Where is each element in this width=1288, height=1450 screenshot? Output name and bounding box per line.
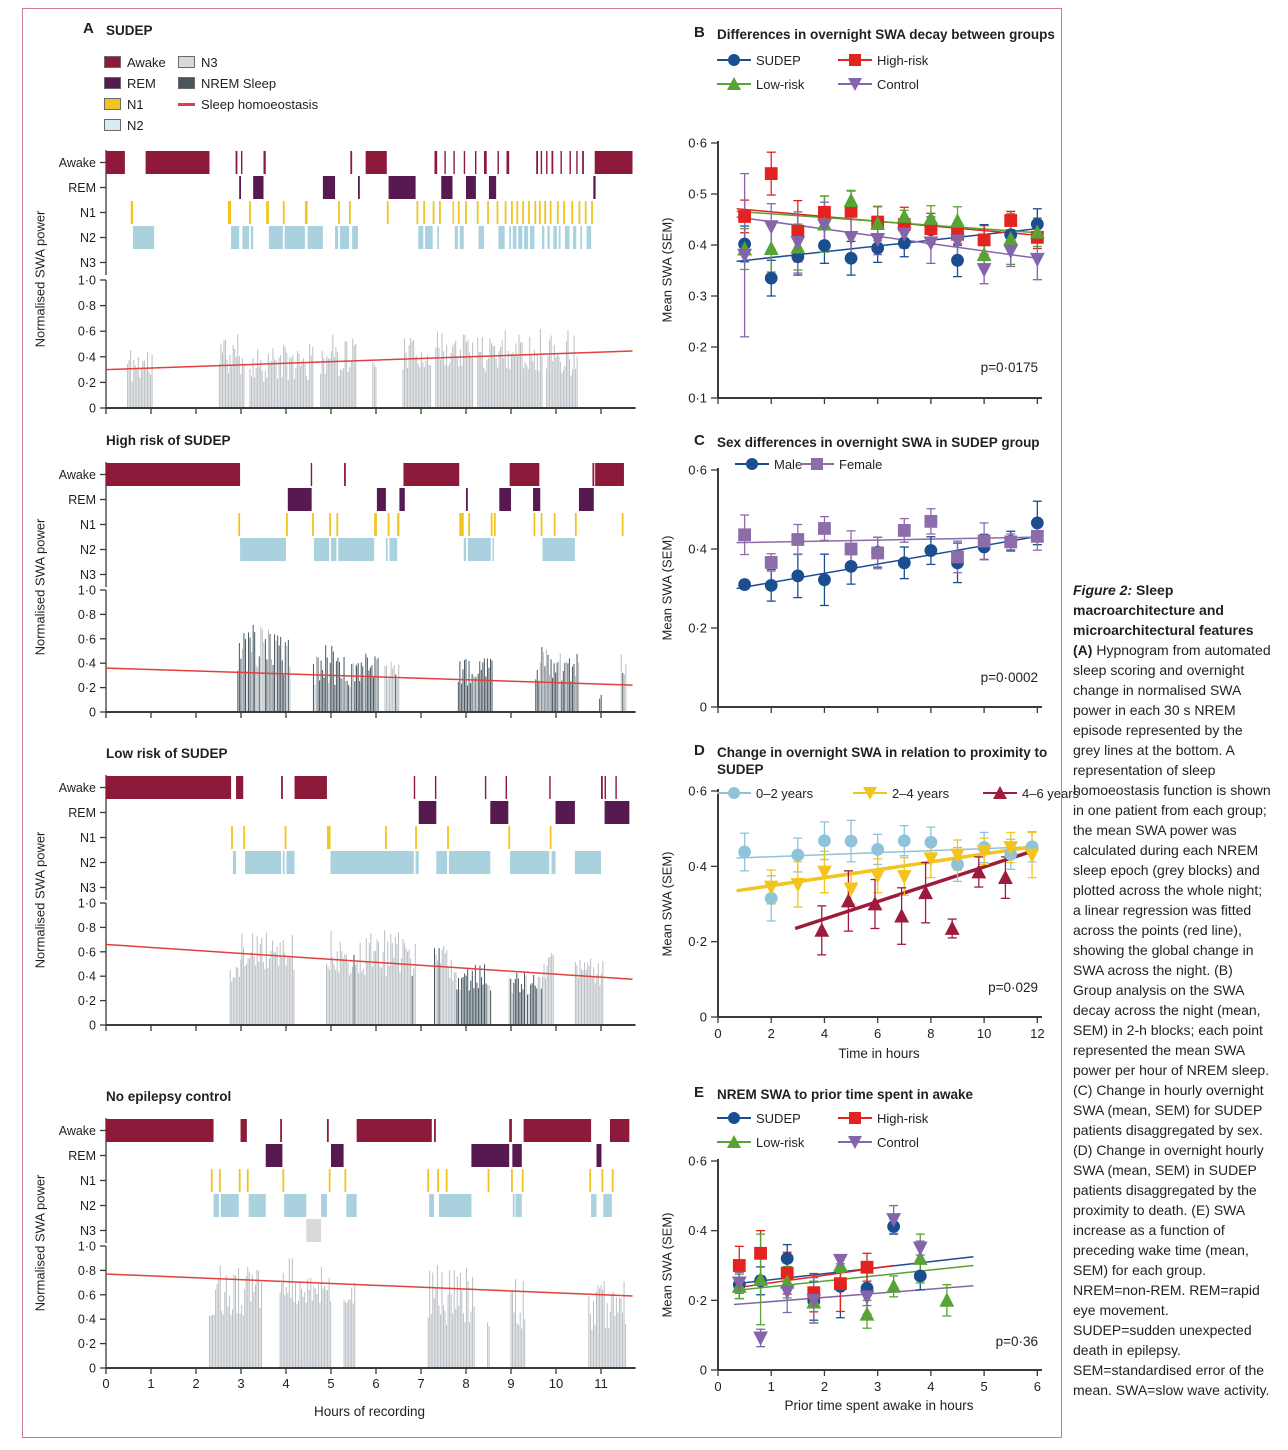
legend-label: N1 <box>127 96 144 112</box>
svg-text:N2: N2 <box>80 856 96 870</box>
svg-text:0·8: 0·8 <box>77 1263 96 1278</box>
panel-d-letter: D <box>694 742 705 759</box>
svg-text:1·0: 1·0 <box>77 273 96 288</box>
p-value-d: p=0·029 <box>988 980 1038 995</box>
svg-text:0·8: 0·8 <box>77 920 96 935</box>
n1-swatch-icon <box>104 98 121 110</box>
panel-c-title: Sex differences in overnight SWA in SUDEP group <box>717 435 1040 450</box>
svg-text:0·6: 0·6 <box>77 1288 96 1303</box>
svg-text:0: 0 <box>89 401 96 416</box>
caption-a-tag: (A) <box>1073 642 1093 658</box>
svg-text:0·2: 0·2 <box>77 1337 96 1352</box>
legend-item-control-e <box>838 1134 919 1150</box>
svg-text:0: 0 <box>89 1018 96 1033</box>
svg-text:0: 0 <box>89 1361 96 1376</box>
legend-item-highrisk-e <box>838 1110 928 1126</box>
svg-text:N1: N1 <box>80 1174 96 1188</box>
svg-text:0·4: 0·4 <box>688 541 707 557</box>
panel-e-title: NREM SWA to prior time spent in awake <box>717 1087 974 1102</box>
years02-marker-icon <box>717 785 751 801</box>
lowrisk-marker-icon <box>717 76 751 92</box>
panel-highrisk-title: High risk of SUDEP <box>106 433 231 448</box>
svg-text:0·2: 0·2 <box>688 934 707 950</box>
svg-text:1·0: 1·0 <box>77 1239 96 1254</box>
legend-item-male <box>735 456 802 472</box>
svg-text:0·5: 0·5 <box>688 186 707 202</box>
control-marker-icon <box>838 76 872 92</box>
xlabel-time-in-hours: Time in hours <box>838 1046 920 1061</box>
svg-text:N3: N3 <box>80 568 96 582</box>
p-value-e: p=0·36 <box>995 1334 1038 1349</box>
svg-text:0·6: 0·6 <box>688 135 707 151</box>
svg-text:0·2: 0·2 <box>688 1292 707 1308</box>
legend-label: 0–2 years <box>756 785 814 801</box>
svg-text:10: 10 <box>548 1376 564 1391</box>
svg-text:3: 3 <box>237 1376 245 1391</box>
svg-text:0: 0 <box>699 1009 707 1025</box>
ylabel-mean-swa-c: Mean SWA (SEM) <box>659 535 675 641</box>
xlabel-hours-of-recording: Hours of recording <box>313 1404 426 1419</box>
svg-text:0·4: 0·4 <box>688 237 707 253</box>
svg-text:5: 5 <box>327 1376 335 1391</box>
homoeostasis-line-icon <box>178 103 195 106</box>
ylabel-mean-swa-e: Mean SWA (SEM) <box>659 1212 675 1318</box>
svg-text:6: 6 <box>1033 1379 1041 1394</box>
female-marker-icon <box>800 456 834 472</box>
highrisk-marker-icon <box>838 52 872 68</box>
svg-text:0·2: 0·2 <box>77 681 96 696</box>
svg-text:0: 0 <box>714 1026 722 1041</box>
svg-text:1: 1 <box>767 1379 775 1394</box>
svg-text:9: 9 <box>507 1376 515 1391</box>
legend-item-sudep-e <box>717 1110 801 1126</box>
svg-text:0·2: 0·2 <box>77 375 96 390</box>
svg-text:0·4: 0·4 <box>688 858 707 874</box>
ylabel-swa-power-3: Normalised SWA power <box>32 831 48 969</box>
svg-text:REM: REM <box>68 181 96 195</box>
svg-text:8: 8 <box>927 1026 935 1041</box>
legend-item-n1 <box>104 96 144 112</box>
svg-text:REM: REM <box>68 806 96 820</box>
svg-text:0·6: 0·6 <box>688 1153 707 1169</box>
svg-text:0·8: 0·8 <box>77 299 96 314</box>
sudep-marker-icon <box>717 1110 751 1126</box>
svg-text:0: 0 <box>102 1376 110 1391</box>
legend-label: Sleep homoeostasis <box>201 96 319 112</box>
svg-text:0·6: 0·6 <box>77 945 96 960</box>
legend-label: High-risk <box>877 1110 929 1126</box>
svg-text:0: 0 <box>714 1379 722 1394</box>
svg-text:0·6: 0·6 <box>688 783 707 799</box>
legend-label: Low-risk <box>756 1134 805 1150</box>
svg-text:10: 10 <box>976 1026 992 1041</box>
panel-lowrisk-title: Low risk of SUDEP <box>106 746 228 761</box>
svg-text:N2: N2 <box>80 231 96 245</box>
legend-item-homoeostasis <box>178 96 318 112</box>
svg-text:Awake: Awake <box>58 468 96 482</box>
legend-label: REM <box>127 75 156 91</box>
svg-text:REM: REM <box>68 1149 96 1163</box>
svg-text:0: 0 <box>699 1362 707 1378</box>
svg-text:0·2: 0·2 <box>77 994 96 1009</box>
svg-text:12: 12 <box>1030 1026 1045 1041</box>
legend-label: Awake <box>127 54 166 70</box>
svg-text:6: 6 <box>874 1026 882 1041</box>
legend-label: SUDEP <box>756 1110 801 1126</box>
ylabel-swa-power-2: Normalised SWA power <box>32 518 48 656</box>
panel-b-title: Differences in overnight SWA decay between groups <box>717 27 1055 42</box>
svg-text:REM: REM <box>68 493 96 507</box>
years24-marker-icon <box>853 785 887 801</box>
p-value-c: p=0·0002 <box>980 670 1038 685</box>
nrem-swatch-icon <box>178 77 195 89</box>
svg-text:0·4: 0·4 <box>77 969 96 984</box>
legend-item-rem <box>104 75 156 91</box>
sudep-marker-icon <box>717 52 751 68</box>
svg-text:8: 8 <box>462 1376 470 1391</box>
svg-text:0·4: 0·4 <box>77 350 96 365</box>
panel-a-title: SUDEP <box>106 23 153 38</box>
svg-text:4: 4 <box>282 1376 290 1391</box>
svg-text:N3: N3 <box>80 256 96 270</box>
legend-item-awake <box>104 54 166 70</box>
legend-label: Female <box>839 456 883 472</box>
svg-text:11: 11 <box>594 1376 608 1391</box>
legend-label: Control <box>877 76 919 92</box>
n3-swatch-icon <box>178 56 195 68</box>
svg-text:N1: N1 <box>80 518 96 532</box>
legend-item-n2 <box>104 117 144 133</box>
panel-a-letter: A <box>83 20 94 37</box>
legend-label: 2–4 years <box>892 785 950 801</box>
caption-body-text: Hypnogram from automated sleep scoring and overnight change in normalised SWA power in each 30 s NREM episode represented by the grey lines at the bottom. A representation of sleep homoeostasis function is shown in one patient from each group; the mean SWA power was calculated during each NREM sleep epoch (grey blocks) and plotted across the whole night; a linear regression was fitted across the points (red line), showing the global change in SWA across the night. (B) Group analysis on the SWA decay across the night (mean, SEM) in 2-h blocks; each point represented the mean SWA power per hour of NREM sleep. (C) Change in hourly overnight SWA (mean, SEM) for SUDEP patients disaggregated by sex. (D) Change in overnight hourly SWA (mean, SEM) in SUDEP patients disaggregated by the proximity to death. (E) SWA increase as a function of preceding wake time (mean, SEM) for each group. NREM=non-REM. REM=rapid eye movement. SUDEP=sudden unexpected death in epilepsy. SEM=standardised error of the mean. SWA=slow wave activity. <box>1073 642 1271 1398</box>
svg-text:2: 2 <box>192 1376 200 1391</box>
male-marker-icon <box>735 456 769 472</box>
svg-text:2: 2 <box>820 1379 829 1394</box>
svg-text:Awake: Awake <box>58 1124 96 1138</box>
svg-text:3: 3 <box>874 1379 882 1394</box>
svg-text:0·6: 0·6 <box>77 632 96 647</box>
svg-text:6: 6 <box>372 1376 380 1391</box>
legend-label: NREM Sleep <box>201 75 277 91</box>
lowrisk-marker-icon <box>717 1134 751 1150</box>
p-value-b: p=0·0175 <box>980 360 1038 375</box>
svg-text:1: 1 <box>147 1376 155 1391</box>
legend-item-female <box>800 456 882 472</box>
svg-text:0: 0 <box>89 705 96 720</box>
panel-e-letter: E <box>694 1084 705 1101</box>
svg-text:0·2: 0·2 <box>688 339 707 355</box>
svg-text:0·4: 0·4 <box>77 1312 96 1327</box>
svg-text:Awake: Awake <box>58 156 96 170</box>
caption-heading <box>1073 580 1272 640</box>
svg-text:0·2: 0·2 <box>688 620 707 636</box>
years46-marker-icon <box>983 785 1017 801</box>
legend-label: Control <box>877 1134 919 1150</box>
legend-item-lowrisk-b <box>717 76 804 92</box>
panel-b-letter: B <box>694 24 705 41</box>
svg-text:Awake: Awake <box>58 781 96 795</box>
svg-text:0·4: 0·4 <box>688 1223 707 1239</box>
svg-text:N3: N3 <box>80 881 96 895</box>
rem-swatch-icon <box>104 77 121 89</box>
legend-label: SUDEP <box>756 52 801 68</box>
legend-item-control-b <box>838 76 919 92</box>
caption-body <box>1073 640 1272 1400</box>
svg-text:N3: N3 <box>80 1224 96 1238</box>
svg-text:2: 2 <box>767 1026 775 1041</box>
svg-text:N1: N1 <box>80 831 96 845</box>
svg-text:0·6: 0·6 <box>688 462 707 478</box>
ylabel-swa-power-4: Normalised SWA power <box>32 1174 48 1312</box>
svg-text:N2: N2 <box>80 543 96 557</box>
n2-swatch-icon <box>104 119 121 131</box>
svg-text:N2: N2 <box>80 1199 96 1213</box>
panel-c-letter: C <box>694 432 705 449</box>
highrisk-marker-icon <box>838 1110 872 1126</box>
legend-item-sudep-b <box>717 52 801 68</box>
legend-item-lowrisk-e <box>717 1134 804 1150</box>
svg-text:0·4: 0·4 <box>77 656 96 671</box>
svg-text:1·0: 1·0 <box>77 583 96 598</box>
caption-figure-label: Figure 2: <box>1073 582 1133 598</box>
legend-item-highrisk-b <box>838 52 928 68</box>
caption-heading-text: Sleep macroarchitecture and microarchitectural features <box>1073 582 1254 638</box>
svg-text:0·8: 0·8 <box>77 607 96 622</box>
legend-item-n3 <box>178 54 218 70</box>
svg-text:7: 7 <box>417 1376 425 1391</box>
panel-d-title: Change in overnight SWA in relation to proximity to SUDEP <box>717 745 1048 777</box>
figure-caption <box>1073 580 1272 1400</box>
xlabel-prior-awake-time: Prior time spent awake in hours <box>784 1398 974 1413</box>
legend-label: High-risk <box>877 52 929 68</box>
legend-item-nrem <box>178 75 276 91</box>
svg-text:1·0: 1·0 <box>77 896 96 911</box>
ylabel-swa-power-1: Normalised SWA power <box>32 210 48 348</box>
svg-text:N1: N1 <box>80 206 96 220</box>
awake-swatch-icon <box>104 56 121 68</box>
legend-item-0-2-years <box>717 785 813 801</box>
svg-text:4: 4 <box>927 1379 935 1394</box>
ylabel-mean-swa-d: Mean SWA (SEM) <box>659 851 675 957</box>
svg-text:0: 0 <box>699 699 707 715</box>
panel-control-title: No epilepsy control <box>106 1089 232 1104</box>
legend-item-2-4-years <box>853 785 949 801</box>
legend-label: Low-risk <box>756 76 805 92</box>
legend-item-4-6-years <box>983 785 1079 801</box>
legend-label: N2 <box>127 117 144 133</box>
svg-text:0·1: 0·1 <box>688 390 707 406</box>
svg-text:4: 4 <box>820 1026 829 1041</box>
svg-text:0·3: 0·3 <box>688 288 707 304</box>
legend-label: 4–6 years <box>1022 785 1080 801</box>
legend-label: N3 <box>201 54 218 70</box>
control-marker-icon <box>838 1134 872 1150</box>
hypnogram-legend <box>104 54 384 150</box>
legend-label: Male <box>774 456 803 472</box>
svg-text:0·6: 0·6 <box>77 324 96 339</box>
ylabel-mean-swa-b: Mean SWA (SEM) <box>659 217 675 323</box>
svg-text:5: 5 <box>980 1379 988 1394</box>
